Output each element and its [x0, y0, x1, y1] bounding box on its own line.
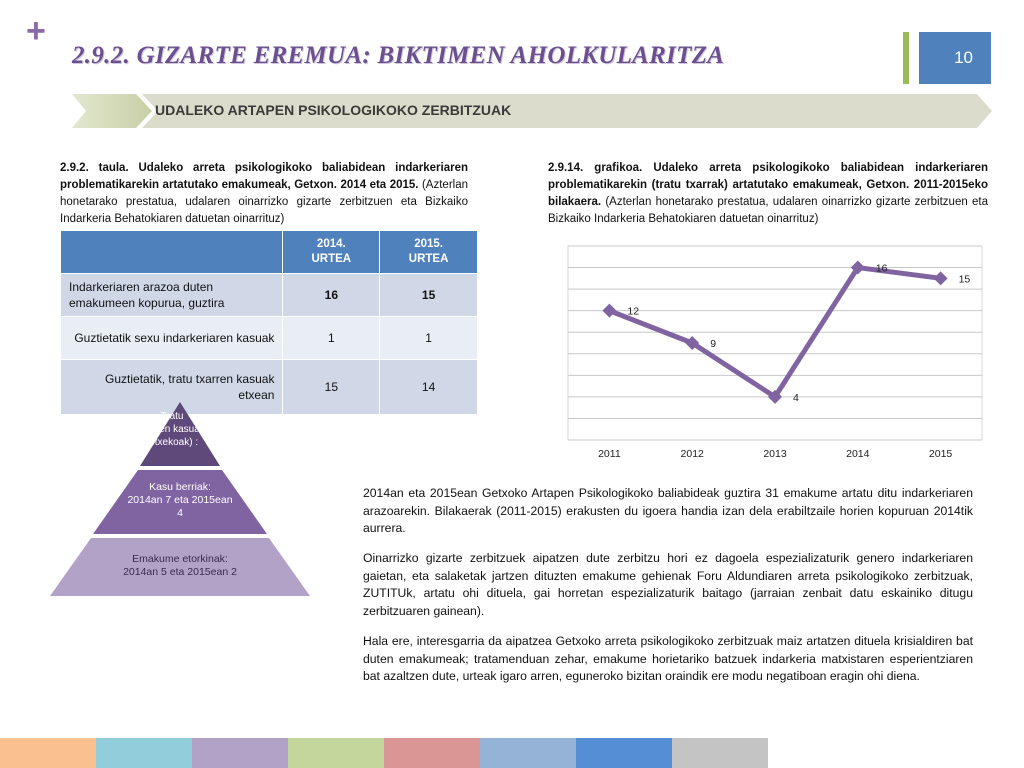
- x-tick-label: 2015: [928, 448, 953, 460]
- table-caption-source: (Azterlan honetarako prestatua, udalaren oinarrizko gizarte zerbitzuen eta Bizkaiko Indarkeria Behatokiaren datuetan oinarrituz): [60, 179, 468, 225]
- x-tick-label: 2014: [846, 448, 870, 460]
- chart-caption-source: (Azterlan honetarako prestatua, udalaren oinarrizko gizarte zerbitzuen eta Bizkaiko Indarkeria Behatokiaren datuetan oinarrituz): [548, 196, 988, 225]
- table-header-2014: 2014. URTEA: [283, 231, 380, 274]
- line-chart: [560, 240, 990, 465]
- color-strip-segment: [672, 738, 768, 768]
- cell-2014: 1: [283, 317, 380, 360]
- section-title: UDALEKO ARTAPEN PSIKOLOGIKOKO ZERBITZUAK: [155, 102, 512, 118]
- row-label: Guztietatik, tratu txarren kasuak etxean: [61, 360, 283, 415]
- color-strip-segment: [192, 738, 288, 768]
- chart-caption: [548, 160, 988, 228]
- table-row: [61, 317, 478, 360]
- data-table: [60, 230, 478, 415]
- color-strip-segment: [288, 738, 384, 768]
- row-label: Indarkeriaren arazoa duten emakumeen kopurua, guztira: [61, 274, 283, 317]
- data-label: 15: [958, 273, 971, 286]
- cell-2015: 14: [380, 360, 478, 415]
- chart-caption-title: 2.9.14. grafikoa. Udaleko arreta psikologikoko baliabidean indarkeriaren problematikarekin (tratu txarrak) artatutako emakumeak, Getxon. 2011-2015eko bilakaera.: [548, 162, 988, 208]
- data-label: 16: [875, 262, 888, 275]
- x-tick-label: 2012: [680, 448, 704, 460]
- pyramid-bottom-label: Emakume etorkinak: 2014an 5 eta 2015ean 2: [123, 553, 237, 578]
- paragraph-3: Hala ere, interesgarria da aipatzea Getxoko arreta psikologikoko zerbitzuak maiz artatzen dituela krisialdiren bat duten emakumeak; tratamenduan zehar, emakume horietariko batzuek indarkeria matxistaren esperientziaren bat azaltzen dute, urteak igaro arren, eguneroko bizitan oraindik ere modu negatiboan eragin ohi diena.: [363, 634, 973, 683]
- chart-x-axis: [598, 448, 952, 460]
- page-number: 10: [919, 32, 991, 84]
- pyramid-middle-label: Kasu berriak: 2014an 7 eta 2015ean 4: [127, 481, 233, 519]
- color-strip-segment: [96, 738, 192, 768]
- cell-2014: 15: [283, 360, 380, 415]
- data-label: 9: [710, 338, 717, 350]
- data-label: 12: [627, 305, 640, 318]
- table-caption-title: 2.9.2. taula. Udaleko arreta psikologikoko baliabidean indarkeriaren problematikarekin artatutako emakumeak, Getxon. 2014 eta 2015.: [60, 162, 468, 191]
- x-tick-label: 2013: [763, 448, 787, 460]
- page-title: 2.9.2. GIZARTE EREMUA: BIKTIMEN AHOLKULARITZA: [72, 42, 725, 69]
- paragraph-2: Oinarrizko gizarte zerbitzuek aipatzen dute zerbitzu hori ez dagoela espezializaturik genero indarkeriaren gaietan, eta salaketak jartzen dituzten emakume gehienak Foru Aldundiaren arreta psikologikoko zerbitzuak, ZUTITUk, artatu ohi dituela, gai horretan espezializaturik baitago (jarraian zenbait datu eskainiko ditugu zerbitzuaren gainean).: [363, 551, 973, 618]
- title-divider: [903, 32, 909, 84]
- color-strip-segment: [384, 738, 480, 768]
- x-tick-label: 2011: [598, 448, 621, 460]
- plus-icon: +: [26, 12, 46, 50]
- pyramid-top-label: Tratu txarren kasuak (etxekoak) :: [139, 411, 205, 448]
- cell-2015: 15: [380, 274, 478, 317]
- table-header-2015: 2015. URTEA: [380, 231, 478, 274]
- color-strip-segment: [0, 738, 96, 768]
- table-caption: [60, 160, 468, 228]
- paragraph-1: 2014an eta 2015ean Getxoko Artapen Psikologikoko baliabideak guztira 31 emakume artatu ditu indarkeriaren arazoarekin. Bilakaerak (2011-2015) erakusten du igoera handia izan dela erabiltzaile horien kopuruan 2014tik aurrera.: [363, 486, 973, 535]
- table-row: [61, 274, 478, 317]
- cell-2014: 16: [283, 274, 380, 317]
- table-header-empty: [61, 231, 283, 274]
- color-strip-segment: [576, 738, 672, 768]
- cell-2015: 1: [380, 317, 478, 360]
- color-strip-segment: [480, 738, 576, 768]
- data-label: 4: [793, 391, 799, 404]
- row-label: Guztietatik sexu indarkeriaren kasuak: [61, 317, 283, 360]
- table-header-row: [61, 231, 478, 274]
